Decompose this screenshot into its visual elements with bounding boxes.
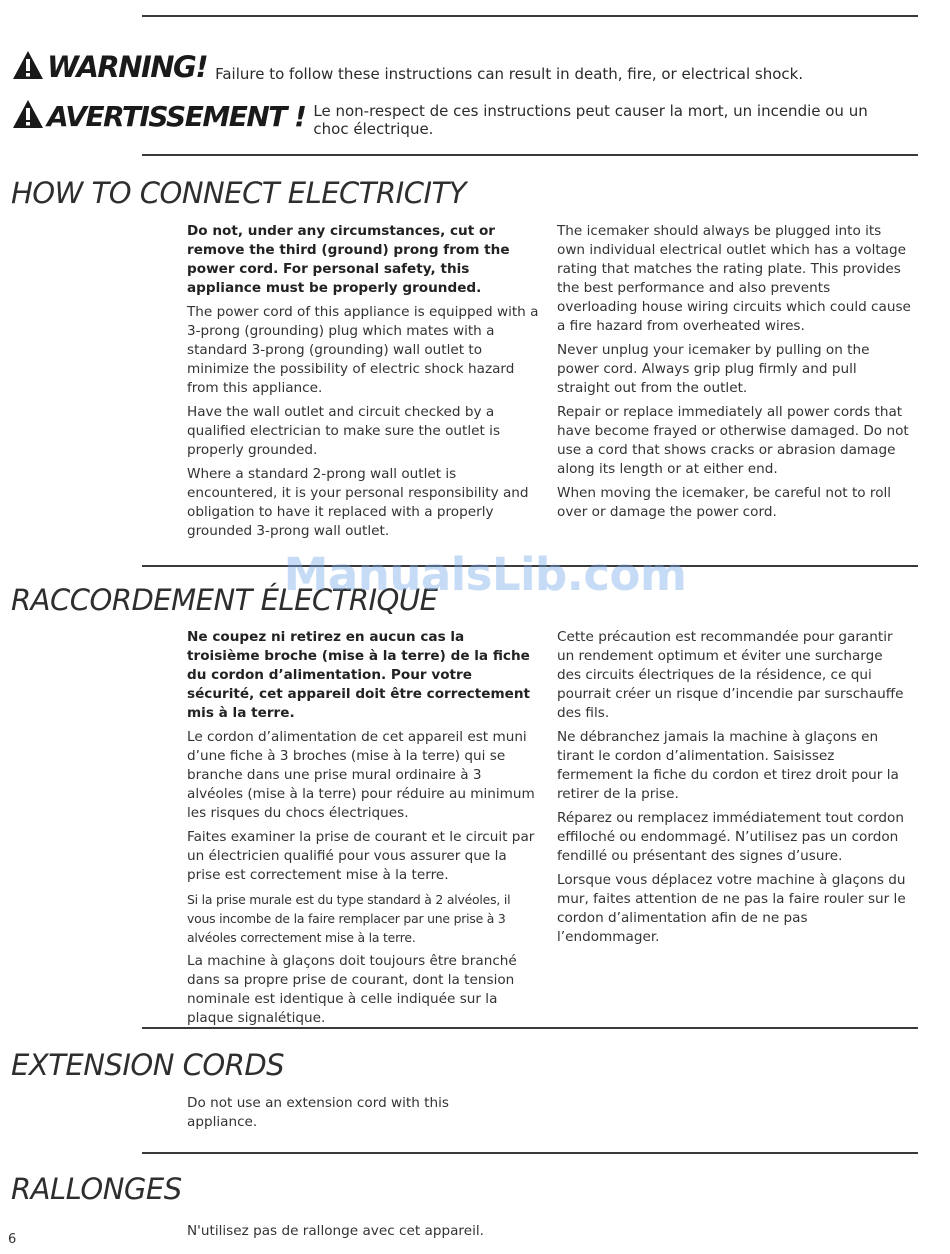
extension-text-column bbox=[187, 1094, 477, 1137]
paragraph: Lorsque vous déplacez votre machine à glaçons du mur, faites attention de ne pas la faire rouler sur le cordon d’alimentation afin de ne pas l’endommager. bbox=[557, 872, 906, 945]
warning-triangle-icon bbox=[12, 99, 44, 129]
connect-left-column bbox=[187, 222, 539, 546]
paragraph: Do not use an extension cord with this appliance. bbox=[187, 1095, 449, 1130]
section-rule bbox=[142, 1027, 918, 1029]
avertissement-title: AVERTISSEMENT ! bbox=[47, 100, 306, 133]
heading-raccordement-electrique: RACCORDEMENT ÉLECTRIQUE bbox=[11, 583, 438, 617]
page-number: 6 bbox=[8, 1232, 17, 1247]
warning-title: WARNING! bbox=[47, 50, 208, 84]
section-rule bbox=[142, 1152, 918, 1154]
rallonges-text-column bbox=[187, 1222, 587, 1246]
warning-text: Failure to follow these instructions can result in death, fire, or electrical shock. bbox=[215, 65, 804, 83]
paragraph: The power cord of this appliance is equipped with a 3-prong (grounding) plug which mates with a standard 3-prong (grounding) wall outlet to minimize the possibility of electric shock hazard from this appliance. bbox=[187, 304, 539, 396]
raccord-left-column bbox=[187, 628, 539, 1033]
top-rule bbox=[142, 15, 918, 17]
paragraph: Réparez ou remplacez immédiatement tout cordon effiloché ou endommagé. N’utilisez pas un cordon fendillé ou présentant des signes d’usure. bbox=[557, 810, 904, 864]
avertissement-text: Le non-respect de ces instructions peut causer la mort, un incendie ou un choc électrique. bbox=[313, 102, 868, 138]
paragraph: Do not, under any circumstances, cut or remove the third (ground) prong from the power cord. For personal safety, this appliance must be properly grounded. bbox=[187, 223, 510, 296]
paragraph: Faites examiner la prise de courant et le circuit par un électricien qualifié pour vous assurer que la prise est correctement mise à la terre. bbox=[187, 829, 535, 883]
paragraph: Never unplug your icemaker by pulling on the power cord. Always grip plug firmly and pull straight out from the outlet. bbox=[557, 342, 870, 396]
raccord-right-column bbox=[557, 628, 909, 952]
section-rule bbox=[142, 154, 918, 156]
paragraph: Le cordon d’alimentation de cet appareil est muni d’une fiche à 3 broches (mise à la terre) qui se branche dans une prise mural ordinaire à 3 alvéoles (mise à la terre) pour réduire au minimum les risques du chocs électriques. bbox=[187, 729, 535, 821]
paragraph: The icemaker should always be plugged into its own individual electrical outlet which has a voltage rating that matches the rating plate. This provides the best performance and also prevents overloading house wiring circuits which could cause a fire hazard from overheated wires. bbox=[557, 223, 911, 334]
heading-how-to-connect-electricity: HOW TO CONNECT ELECTRICITY bbox=[11, 176, 466, 210]
paragraph: Si la prise murale est du type standard à 2 alvéoles, il vous incombe de la faire remplacer par une prise à 3 alvéoles correctement mise à la terre. bbox=[187, 892, 511, 945]
heading-extension-cords: EXTENSION CORDS bbox=[11, 1048, 285, 1082]
paragraph: Where a standard 2-prong wall outlet is encountered, it is your personal responsibility and obligation to have it replaced with a properly grounded 3-prong wall outlet. bbox=[187, 466, 529, 539]
warning-english bbox=[12, 50, 815, 84]
paragraph: Cette précaution est recommandée pour garantir un rendement optimum et éviter une surcharge des circuits électriques de la résidence, ce qui pourrait créer un risque d’incendie par surschauffe des fils. bbox=[557, 629, 904, 721]
paragraph: Have the wall outlet and circuit checked by a qualified electrician to make sure the outlet is properly grounded. bbox=[187, 404, 501, 458]
connect-right-column bbox=[557, 222, 911, 527]
paragraph: La machine à glaçons doit toujours être branché dans sa propre prise de courant, dont la tension nominale est identique à celle indiquée sur la plaque signalétique. bbox=[187, 953, 517, 1026]
paragraph: N'utilisez pas de rallonge avec cet appareil. bbox=[187, 1223, 484, 1239]
paragraph: Ne débranchez jamais la machine à glaçons en tirant le cordon d’alimentation. Saisissez fermement la fiche du cordon et tirez droit pour la retirer de la prise. bbox=[557, 729, 899, 802]
paragraph: Ne coupez ni retirez en aucun cas la troisième broche (mise à la terre) de la fiche du cordon d’alimentation. Pour votre sécurité, cet appareil doit être correctement mis à la terre. bbox=[187, 629, 531, 721]
paragraph: Repair or replace immediately all power cords that have become frayed or otherwise damaged. Do not use a cord that shows cracks or abrasion damage along its length or at either end. bbox=[557, 404, 909, 477]
watermark: ManualsLib.com bbox=[283, 548, 687, 601]
warning-french bbox=[12, 99, 903, 138]
paragraph: When moving the icemaker, be careful not to roll over or damage the power cord. bbox=[557, 485, 892, 520]
heading-rallonges: RALLONGES bbox=[11, 1172, 182, 1206]
warning-triangle-icon bbox=[12, 50, 44, 80]
